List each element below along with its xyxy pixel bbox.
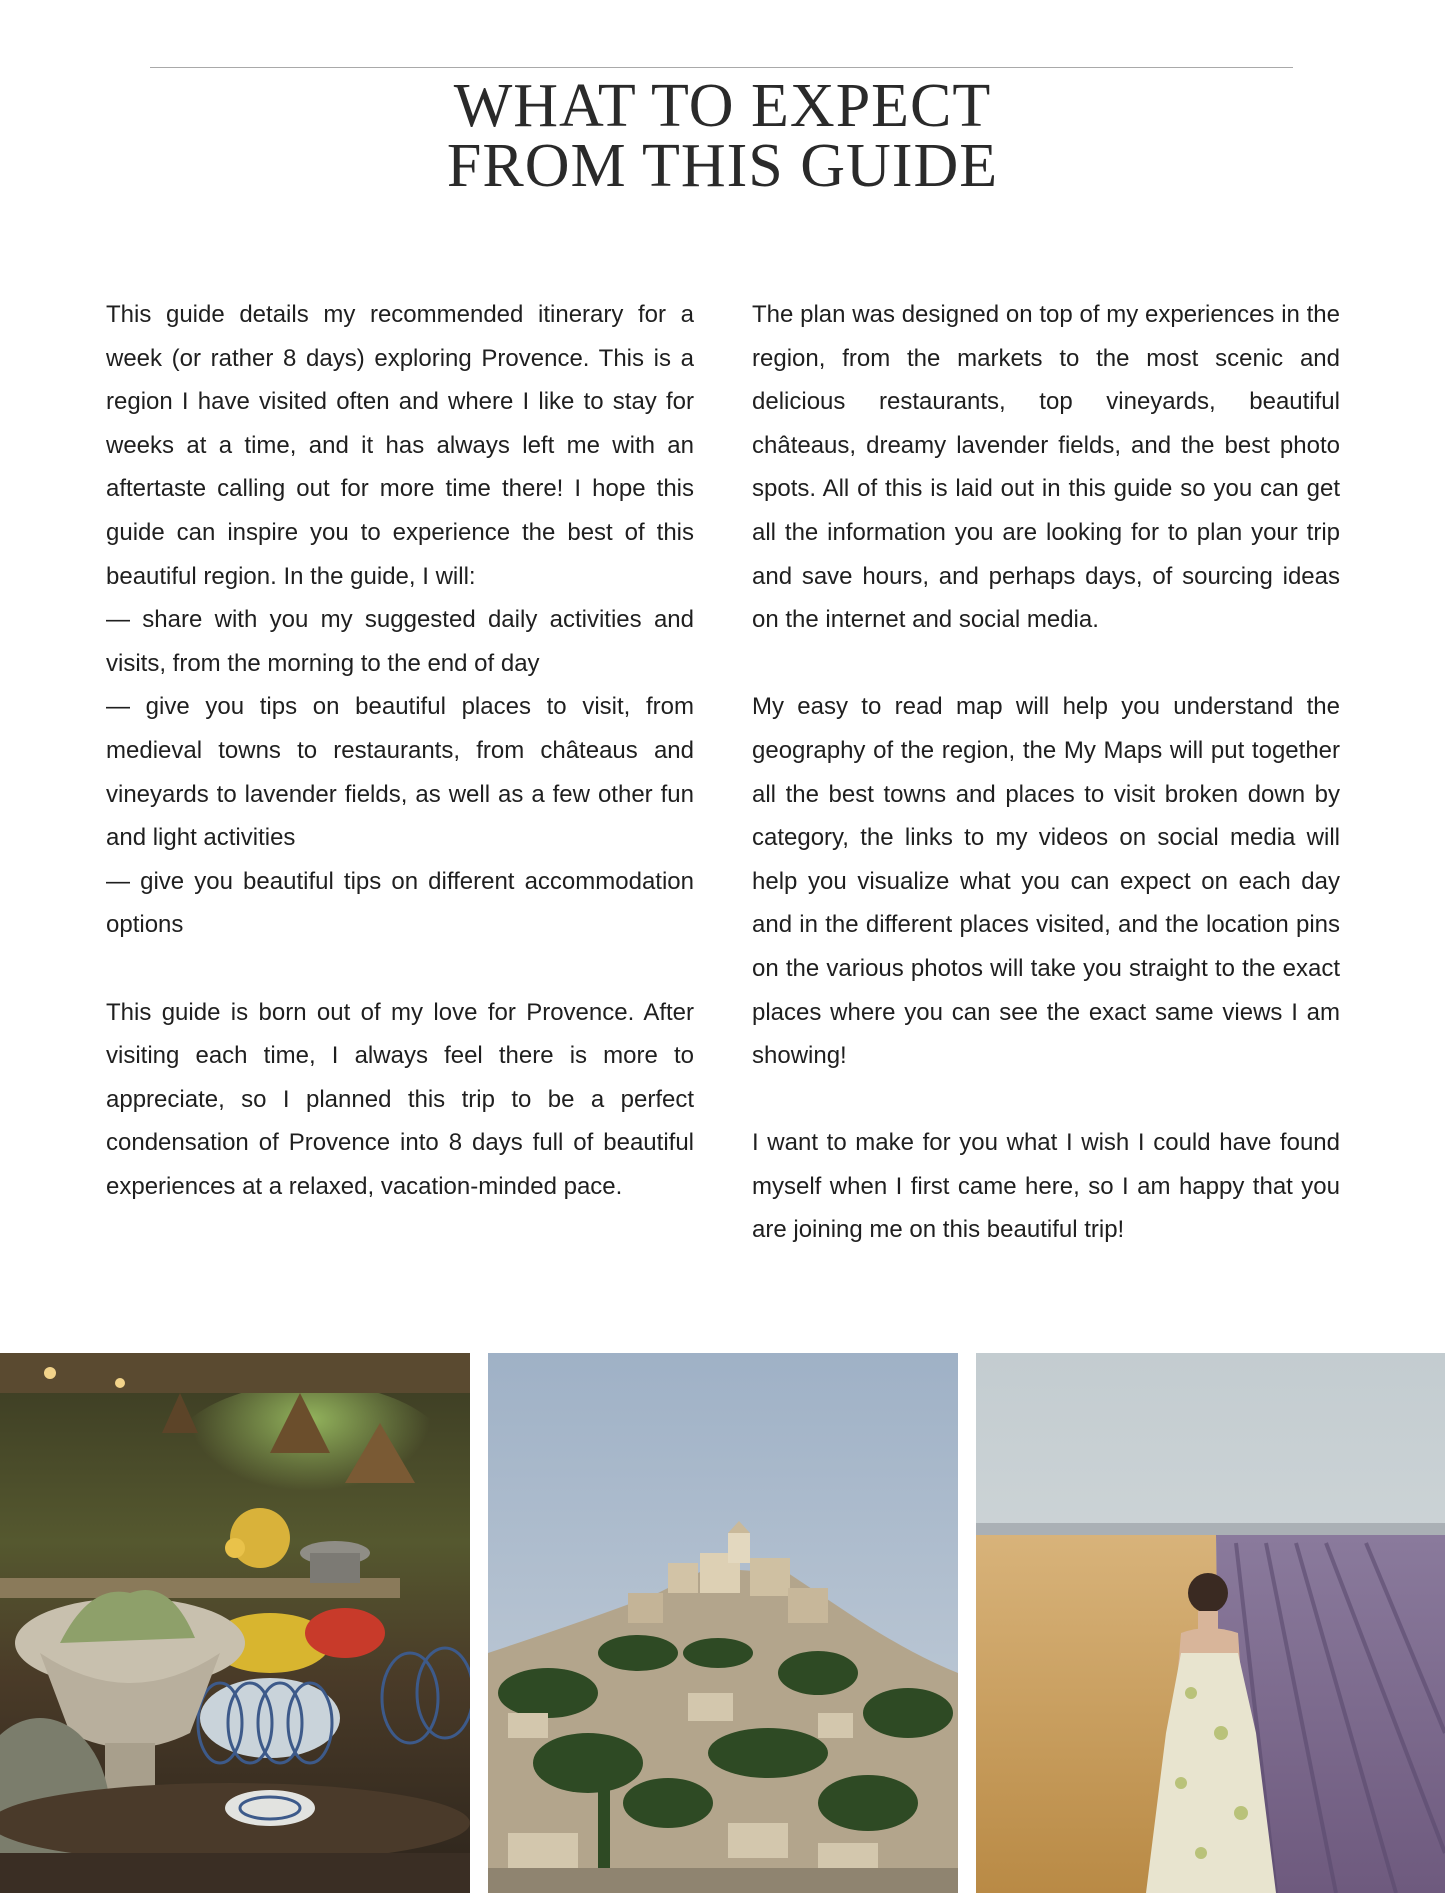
hilltop-village-photo [488,1353,958,1893]
left-text-column [106,293,694,1208]
title-line-1: WHAT TO EXPECT [453,72,992,140]
love-paragraph: This guide is born out of my love for Provence. After visiting each time, I always feel there is more to appreciate, so I planned this trip to be a perfect condensation of Provence into 8 days full of beautiful experiences at a relaxed, vacation-minded pace. [106,998,694,1200]
title-line-2: FROM THIS GUIDE [446,132,999,200]
header-divider [150,67,1293,68]
bullet-item: — give you beautiful tips on different accommodation options [106,867,694,939]
bullet-item: — share with you my suggested daily activities and visits, from the morning to the end of day [106,606,694,677]
intro-paragraph: This guide details my recommended itinerary for a week (or rather 8 days) exploring Provence. This is a region I have visited often and where I like to stay for weeks at a time, and it has always left me with an aftertaste calling out for more time there! I hope this guide can inspire you to experience the best of this beautiful region. In the guide, I will: [106,301,694,590]
map-paragraph: My easy to read map will help you understand the geography of the region, the My Maps will put together all the best towns and places to visit broken down by category, the links to my videos on social media will help you visualize what you can expect on each day and in the different places visited, and the location pins on the various photos will take you straight to the exact places where you can see the exact same views I am showing! [752,693,1340,1070]
lavender-field-photo [976,1353,1445,1893]
antique-market-photo [0,1353,470,1893]
closing-paragraph: I want to make for you what I wish I could have found myself when I first came here, so I am happy that you are joining me on this beautiful trip! [752,1129,1340,1244]
page-title [0,72,1445,200]
plan-paragraph: The plan was designed on top of my experiences in the region, from the markets to the most scenic and delicious restaurants, top vineyards, beautiful châteaus, dreamy lavender fields, and the best photo spots. All of this is laid out in this guide so you can get all the information you are looking for to plan your trip and save hours, and perhaps days, of sourcing ideas on the internet and social media. [752,301,1340,634]
bullet-item: — give you tips on beautiful places to visit, from medieval towns to restaurants, from châteaus and vineyards to lavender fields, as well as a few other fun and light activities [106,693,694,852]
right-text-column [752,293,1340,1252]
photo-strip [0,1353,1445,1893]
